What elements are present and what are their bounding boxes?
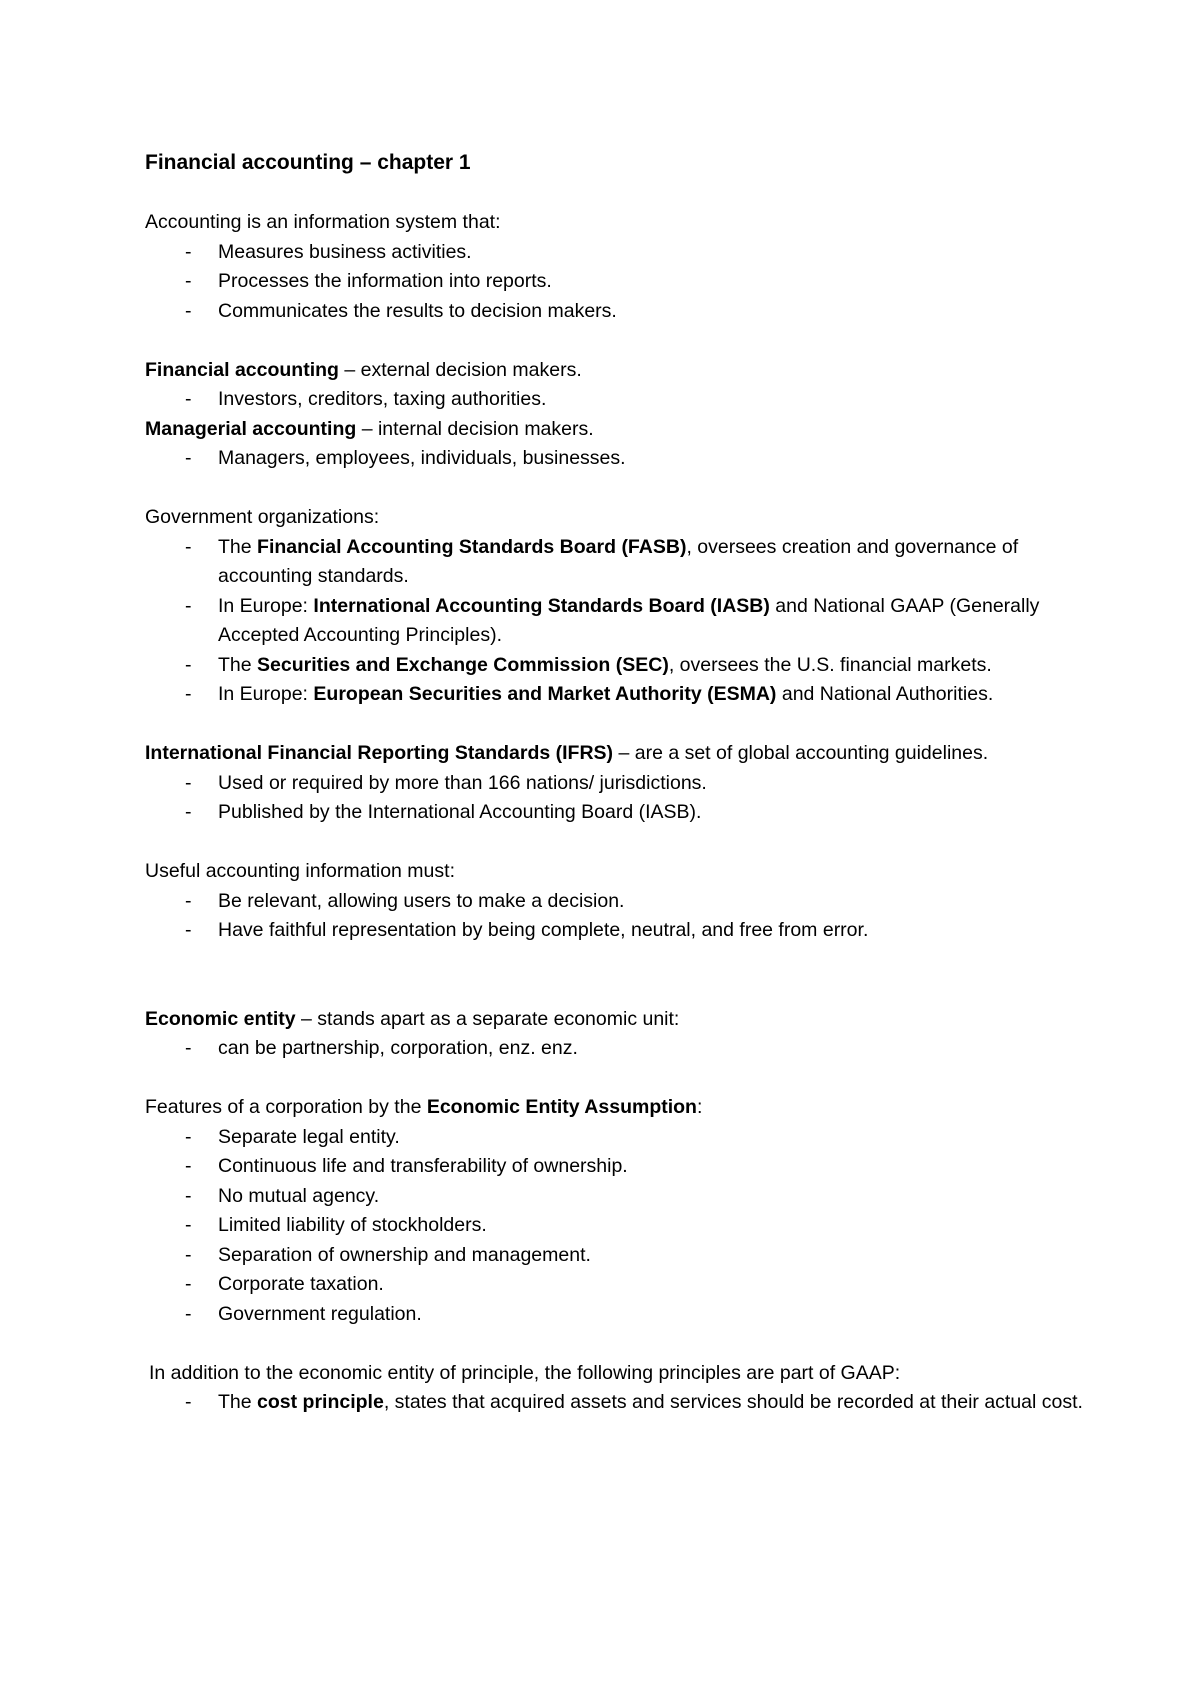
section-intro xyxy=(145,1093,1085,1123)
term-managerial-accounting: Managerial accounting xyxy=(145,417,357,440)
term-esma: European Securities and Market Authority (ESMA) xyxy=(313,683,777,705)
list-item xyxy=(145,1388,1085,1418)
list-item: - Managers, employees, individuals, businesses. xyxy=(145,444,1085,474)
list-item: - No mutual agency. xyxy=(145,1182,1085,1212)
definition-text: – external decision makers. xyxy=(338,358,582,381)
list-item: - Separate legal entity. xyxy=(145,1123,1085,1153)
bullet-list xyxy=(145,533,1085,710)
text: The xyxy=(218,535,258,558)
text: The xyxy=(218,1391,258,1413)
term-sec: Securities and Exchange Commission (SEC) xyxy=(257,653,669,676)
bullet-list xyxy=(145,769,1085,828)
text: In Europe: xyxy=(218,683,314,705)
term-cost-principle: cost principle xyxy=(257,1391,384,1413)
bullet-list xyxy=(145,1123,1085,1330)
section-ifrs xyxy=(145,739,1085,828)
bullet-list xyxy=(145,385,1085,415)
term-fasb: Financial Accounting Standards Board (FASB) xyxy=(257,535,687,558)
list-item: - Limited liability of stockholders. xyxy=(145,1211,1085,1241)
ifrs-line xyxy=(145,739,1085,769)
list-item xyxy=(145,651,1085,681)
list-item: - Processes the information into reports. xyxy=(145,267,1085,297)
list-item: - Have faithful representation by being complete, neutral, and free from error. xyxy=(145,916,1085,946)
text: , oversees the U.S. financial markets. xyxy=(668,653,992,676)
bullet-list xyxy=(145,1388,1085,1418)
managerial-accounting-line xyxy=(145,415,1085,445)
text: In Europe: xyxy=(218,594,314,617)
economic-entity-line xyxy=(145,1005,1085,1035)
section-corporation-features xyxy=(145,1093,1085,1329)
text: The xyxy=(218,653,258,676)
section-gaap-principles xyxy=(145,1359,1085,1418)
section-economic-entity xyxy=(145,1005,1085,1064)
list-item: - Be relevant, allowing users to make a decision. xyxy=(145,887,1085,917)
term-iasb: International Accounting Standards Board (IASB) xyxy=(313,594,770,617)
section-accounting-definition xyxy=(145,208,1085,326)
section-government-organizations xyxy=(145,503,1085,710)
bullet-list xyxy=(145,444,1085,474)
list-item xyxy=(145,533,1085,592)
section-intro: Useful accounting information must: xyxy=(145,860,455,882)
list-item xyxy=(145,680,1085,710)
list-item: - Used or required by more than 166 nations/ jurisdictions. xyxy=(145,769,1085,799)
term-ifrs: International Financial Reporting Standards (IFRS) xyxy=(145,742,614,764)
text: and National GAAP (Generally Accepted Accounting Principles). xyxy=(218,594,1040,646)
financial-accounting-line xyxy=(145,356,1085,386)
list-item: - Government regulation. xyxy=(145,1300,1085,1330)
definition-text: – internal decision makers. xyxy=(356,417,594,440)
term-financial-accounting: Financial accounting xyxy=(145,358,339,381)
list-item: - Continuous life and transferability of ownership. xyxy=(145,1152,1085,1182)
list-item: - Corporate taxation. xyxy=(145,1270,1085,1300)
text: and National Authorities. xyxy=(776,683,994,705)
list-item: - Measures business activities. xyxy=(145,238,1085,268)
list-item: - Published by the International Accounting Board (IASB). xyxy=(145,798,1085,828)
document-page xyxy=(145,148,1085,1418)
definition-text: – stands apart as a separate economic unit: xyxy=(295,1007,680,1030)
list-item: - can be partnership, corporation, enz. enz. xyxy=(145,1034,1085,1064)
definition-text: – are a set of global accounting guidelines. xyxy=(613,742,989,764)
term-economic-entity-assumption: Economic Entity Assumption xyxy=(426,1096,697,1118)
list-item xyxy=(145,592,1085,651)
section-accounting-types xyxy=(145,356,1085,474)
text: , oversees creation and governance of accounting standards. xyxy=(218,535,1019,587)
bullet-list xyxy=(145,887,1085,946)
term-economic-entity: Economic entity xyxy=(145,1007,296,1030)
text: , states that acquired assets and services should be recorded at their actual cost. xyxy=(383,1391,1083,1413)
text: : xyxy=(696,1096,703,1118)
list-item: - Investors, creditors, taxing authorities. xyxy=(145,385,1085,415)
list-item: - Communicates the results to decision makers. xyxy=(145,297,1085,327)
section-intro: In addition to the economic entity of principle, the following principles are part of GAAP: xyxy=(149,1361,901,1384)
section-intro: Government organizations: xyxy=(145,506,380,528)
bullet-list xyxy=(145,238,1085,327)
list-item: - Separation of ownership and management. xyxy=(145,1241,1085,1271)
section-useful-information xyxy=(145,857,1085,946)
page-title: Financial accounting – chapter 1 xyxy=(145,151,471,174)
bullet-list xyxy=(145,1034,1085,1064)
section-intro: Accounting is an information system that: xyxy=(145,211,501,233)
text: Features of a corporation by the xyxy=(145,1096,427,1118)
